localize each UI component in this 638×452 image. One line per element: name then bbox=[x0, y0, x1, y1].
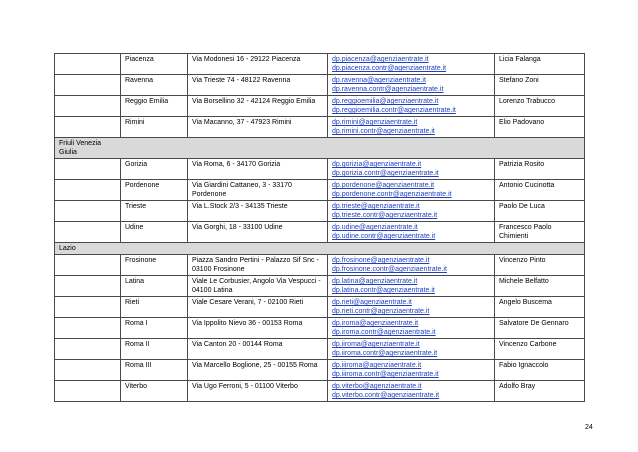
office-address: Via Ippolito Nievo 36 - 00153 Roma bbox=[188, 318, 328, 339]
office-contr-email-link[interactable]: dp.frosinone.contr@agenziaentrate.it bbox=[332, 266, 447, 273]
office-address: Viale Le Corbusier, Angolo Via Vespucci - 04100 Latina bbox=[188, 276, 328, 297]
office-address: Via Trieste 74 - 48122 Ravenna bbox=[188, 75, 328, 96]
office-email-link[interactable]: dp.udine@agenziaentrate.it bbox=[332, 224, 418, 231]
office-city: Roma I bbox=[121, 318, 188, 339]
office-contr-email-link[interactable]: dp.latina.contr@agenziaentrate.it bbox=[332, 287, 435, 294]
office-row bbox=[55, 255, 585, 276]
office-city: Rimini bbox=[121, 117, 188, 138]
region-header-row bbox=[55, 243, 585, 255]
office-director: Licia Falanga bbox=[495, 54, 585, 75]
office-emails bbox=[328, 381, 495, 402]
office-contr-email-link[interactable]: dp.trieste.contr@agenziaentrate.it bbox=[332, 212, 438, 219]
office-email-link[interactable]: dp.trieste@agenziaentrate.it bbox=[332, 203, 420, 210]
office-city: Trieste bbox=[121, 201, 188, 222]
region-cell-empty bbox=[55, 222, 121, 243]
office-city: Frosinone bbox=[121, 255, 188, 276]
office-row bbox=[55, 360, 585, 381]
office-address: Piazza Sandro Pertini - Palazzo Sif Snc - 03100 Frosinone bbox=[188, 255, 328, 276]
office-email-link[interactable]: dp.iroma@agenziaentrate.it bbox=[332, 320, 419, 327]
office-city: Viterbo bbox=[121, 381, 188, 402]
office-emails bbox=[328, 255, 495, 276]
office-contr-email-link[interactable]: dp.rieti.contr@agenziaentrate.it bbox=[332, 308, 430, 315]
region-cell-empty bbox=[55, 360, 121, 381]
office-address: Via Macanno, 37 - 47923 Rimini bbox=[188, 117, 328, 138]
office-director: Lorenzo Trabucco bbox=[495, 96, 585, 117]
region-cell-empty bbox=[55, 276, 121, 297]
office-contr-email-link[interactable]: dp.piacenza.contr@agenziaentrate.it bbox=[332, 65, 447, 72]
region-cell-empty bbox=[55, 201, 121, 222]
office-address: Via Giardini Cattaneo, 3 - 33170 Pordenone bbox=[188, 180, 328, 201]
office-director: Antonio Cucinotta bbox=[495, 180, 585, 201]
office-director: Patrizia Rosito bbox=[495, 159, 585, 180]
region-cell-empty bbox=[55, 96, 121, 117]
region-cell-empty bbox=[55, 381, 121, 402]
office-emails bbox=[328, 201, 495, 222]
office-city: Latina bbox=[121, 276, 188, 297]
office-emails bbox=[328, 180, 495, 201]
office-emails bbox=[328, 75, 495, 96]
office-address: Via Ugo Ferroni, 5 - 01100 Viterbo bbox=[188, 381, 328, 402]
office-email-link[interactable]: dp.rimini@agenziaentrate.it bbox=[332, 119, 418, 126]
region-cell-empty bbox=[55, 54, 121, 75]
office-director: Paolo De Luca bbox=[495, 201, 585, 222]
office-contr-email-link[interactable]: dp.iiroma.contr@agenziaentrate.it bbox=[332, 350, 438, 357]
office-row bbox=[55, 75, 585, 96]
region-cell-empty bbox=[55, 159, 121, 180]
region-cell-empty bbox=[55, 318, 121, 339]
office-contr-email-link[interactable]: dp.ravenna.contr@agenziaentrate.it bbox=[332, 86, 444, 93]
office-director: Fabio Ignaccolo bbox=[495, 360, 585, 381]
office-city: Udine bbox=[121, 222, 188, 243]
office-contr-email-link[interactable]: dp.pordenone.contr@agenziaentrate.it bbox=[332, 191, 452, 198]
region-header-row bbox=[55, 138, 585, 159]
office-row bbox=[55, 159, 585, 180]
office-email-link[interactable]: dp.pordenone@agenziaentrate.it bbox=[332, 182, 435, 189]
office-emails bbox=[328, 276, 495, 297]
office-city: Rieti bbox=[121, 297, 188, 318]
office-emails bbox=[328, 159, 495, 180]
office-address: Via Borsellino 32 - 42124 Reggio Emilia bbox=[188, 96, 328, 117]
office-contr-email-link[interactable]: dp.reggioemilia.contr@agenziaentrate.it bbox=[332, 107, 456, 114]
office-contr-email-link[interactable]: dp.gorizia.contr@agenziaentrate.it bbox=[332, 170, 439, 177]
office-contr-email-link[interactable]: dp.rimini.contr@agenziaentrate.it bbox=[332, 128, 435, 135]
office-address: Via L.Stock 2/3 - 34135 Trieste bbox=[188, 201, 328, 222]
region-name: Friuli Venezia Giulia bbox=[59, 140, 102, 156]
office-row bbox=[55, 297, 585, 318]
region-cell-empty bbox=[55, 75, 121, 96]
office-director: Michele Belfatto bbox=[495, 276, 585, 297]
office-row bbox=[55, 381, 585, 402]
office-emails bbox=[328, 318, 495, 339]
office-director: Angelo Buscema bbox=[495, 297, 585, 318]
office-row bbox=[55, 180, 585, 201]
office-email-link[interactable]: dp.iiroma@agenziaentrate.it bbox=[332, 341, 420, 348]
office-director: Salvatore De Gennaro bbox=[495, 318, 585, 339]
office-row bbox=[55, 54, 585, 75]
office-director: Elio Padovano bbox=[495, 117, 585, 138]
office-director: Stefano Zoni bbox=[495, 75, 585, 96]
office-emails bbox=[328, 54, 495, 75]
office-emails bbox=[328, 96, 495, 117]
region-cell-empty bbox=[55, 180, 121, 201]
office-contr-email-link[interactable]: dp.iroma.contr@agenziaentrate.it bbox=[332, 329, 436, 336]
office-address: Via Gorghi, 18 - 33100 Udine bbox=[188, 222, 328, 243]
office-row bbox=[55, 96, 585, 117]
office-director: Francesco Paolo Chimienti bbox=[495, 222, 585, 243]
office-email-link[interactable]: dp.viterbo@agenziaentrate.it bbox=[332, 383, 422, 390]
office-email-link[interactable]: dp.frosinone@agenziaentrate.it bbox=[332, 257, 430, 264]
office-address: Via Marcello Boglione, 25 - 00155 Roma bbox=[188, 360, 328, 381]
region-name: Lazio bbox=[59, 245, 76, 252]
office-row bbox=[55, 276, 585, 297]
office-row bbox=[55, 318, 585, 339]
office-emails bbox=[328, 297, 495, 318]
region-cell-empty bbox=[55, 339, 121, 360]
region-cell-empty bbox=[55, 117, 121, 138]
office-address: Via Roma, 6 - 34170 Gorizia bbox=[188, 159, 328, 180]
office-email-link[interactable]: dp.piacenza@agenziaentrate.it bbox=[332, 56, 429, 63]
office-city: Ravenna bbox=[121, 75, 188, 96]
office-email-link[interactable]: dp.ravenna@agenziaentrate.it bbox=[332, 77, 426, 84]
office-email-link[interactable]: dp.gorizia@agenziaentrate.it bbox=[332, 161, 422, 168]
office-address: Viale Cesare Verani, 7 - 02100 Rieti bbox=[188, 297, 328, 318]
office-email-link[interactable]: dp.latina@agenziaentrate.it bbox=[332, 278, 418, 285]
office-director: Vincenzo Carbone bbox=[495, 339, 585, 360]
office-director: Vincenzo Pinto bbox=[495, 255, 585, 276]
office-contr-email-link[interactable]: dp.iiiroma.contr@agenziaentrate.it bbox=[332, 371, 439, 378]
office-address: Via Modonesi 16 - 29122 Piacenza bbox=[188, 54, 328, 75]
office-city: Piacenza bbox=[121, 54, 188, 75]
office-row bbox=[55, 222, 585, 243]
office-emails bbox=[328, 339, 495, 360]
office-email-link[interactable]: dp.rieti@agenziaentrate.it bbox=[332, 299, 412, 306]
office-contr-email-link[interactable]: dp.udine.contr@agenziaentrate.it bbox=[332, 233, 436, 240]
office-city: Reggio Emilia bbox=[121, 96, 188, 117]
office-contr-email-link[interactable]: dp.viterbo.contr@agenziaentrate.it bbox=[332, 392, 440, 399]
offices-table-body bbox=[55, 54, 585, 402]
office-email-link[interactable]: dp.iiiroma@agenziaentrate.it bbox=[332, 362, 422, 369]
office-email-link[interactable]: dp.reggioemilia@agenziaentrate.it bbox=[332, 98, 439, 105]
office-city: Gorizia bbox=[121, 159, 188, 180]
office-row bbox=[55, 201, 585, 222]
office-address: Via Canton 20 - 00144 Roma bbox=[188, 339, 328, 360]
office-emails bbox=[328, 117, 495, 138]
office-emails bbox=[328, 360, 495, 381]
office-row bbox=[55, 117, 585, 138]
region-cell-empty bbox=[55, 297, 121, 318]
office-city: Roma II bbox=[121, 339, 188, 360]
office-city: Roma III bbox=[121, 360, 188, 381]
region-cell-empty bbox=[55, 255, 121, 276]
office-row bbox=[55, 339, 585, 360]
page-number: 24 bbox=[585, 424, 593, 431]
office-director: Adolfo Bray bbox=[495, 381, 585, 402]
offices-table bbox=[54, 53, 585, 402]
office-city: Pordenone bbox=[121, 180, 188, 201]
office-emails bbox=[328, 222, 495, 243]
